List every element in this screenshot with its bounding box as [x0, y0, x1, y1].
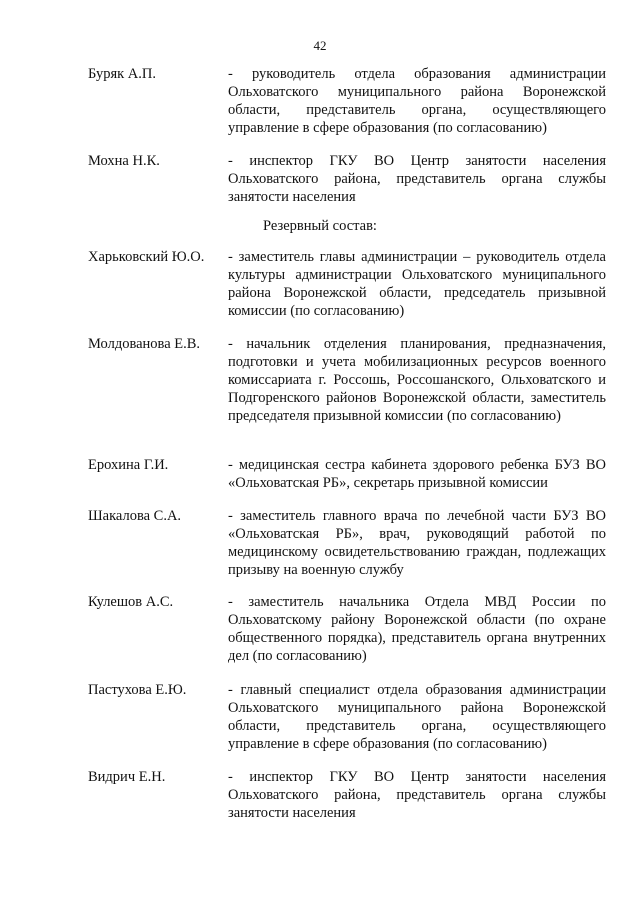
member-description: - начальник отделения планирования, предназначения, подготовки и учета мобилизационных ресурсов военного комиссариата г. Россошь, Россошанского, Ольховатского и Подгоренского районов Воронежской области, заместитель председателя призывной комиссии (по согласованию): [228, 336, 606, 424]
member-description: - медицинская сестра кабинета здорового ребенка БУЗ ВО «Ольховатская РБ», секретарь призывной комиссии: [228, 457, 606, 491]
member-name: Пастухова Е.Ю.: [88, 682, 187, 698]
page-number: 42: [313, 38, 327, 53]
member-description: - заместитель главного врача по лечебной части БУЗ ВО «Ольховатская РБ», врач, руководящий работой по медицинскому освидетельствованию граждан, подлежащих призыву на военную службу: [228, 508, 606, 578]
member-name: Буряк А.П.: [88, 66, 156, 82]
member-description: - инспектор ГКУ ВО Центр занятости населения Ольховатского района, представитель органа службы занятости населения: [228, 769, 606, 821]
member-name: Видрич Е.Н.: [88, 769, 166, 785]
member-name: Мохна Н.К.: [88, 153, 160, 169]
member-name: Кулешов А.С.: [88, 594, 174, 610]
reserve-member-entry: [88, 507, 610, 597]
member-description: - главный специалист отдела образования администрации Ольховатского муниципального района Воронежской области, представитель органа, осуществляющего управление в сфере образования (по согласованию): [228, 682, 606, 752]
reserve-member-entry: [88, 768, 610, 858]
member-description: - инспектор ГКУ ВО Центр занятости населения Ольховатского района, представитель органа службы занятости населения: [228, 153, 606, 205]
reserve-member-entry: [88, 681, 610, 771]
reserve-member-entry: [88, 593, 610, 683]
reserve-member-entry: [88, 248, 610, 338]
member-name: Шакалова С.А.: [88, 508, 182, 524]
member-name: Харьковский Ю.О.: [88, 249, 205, 265]
member-description: - заместитель начальника Отдела МВД России по Ольховатскому району Воронежской области (по охране общественного порядка), представитель органа внутренних дел (по согласованию): [228, 594, 606, 664]
member-description: - руководитель отдела образования администрации Ольховатского муниципального района Воронежской области, представитель органа, осуществляющего управление в сфере образования (по согласованию): [228, 66, 606, 136]
member-entry: [88, 65, 610, 155]
reserve-section-heading: Резервный состав:: [263, 218, 377, 234]
member-name: Молдованова Е.В.: [88, 336, 201, 352]
member-description: - заместитель главы администрации – руководитель отдела культуры администрации Ольховатского муниципального района Воронежской области, председатель призывной комиссии (по согласованию): [228, 249, 606, 319]
member-name: Ерохина Г.И.: [88, 457, 169, 473]
reserve-member-entry: [88, 335, 610, 425]
